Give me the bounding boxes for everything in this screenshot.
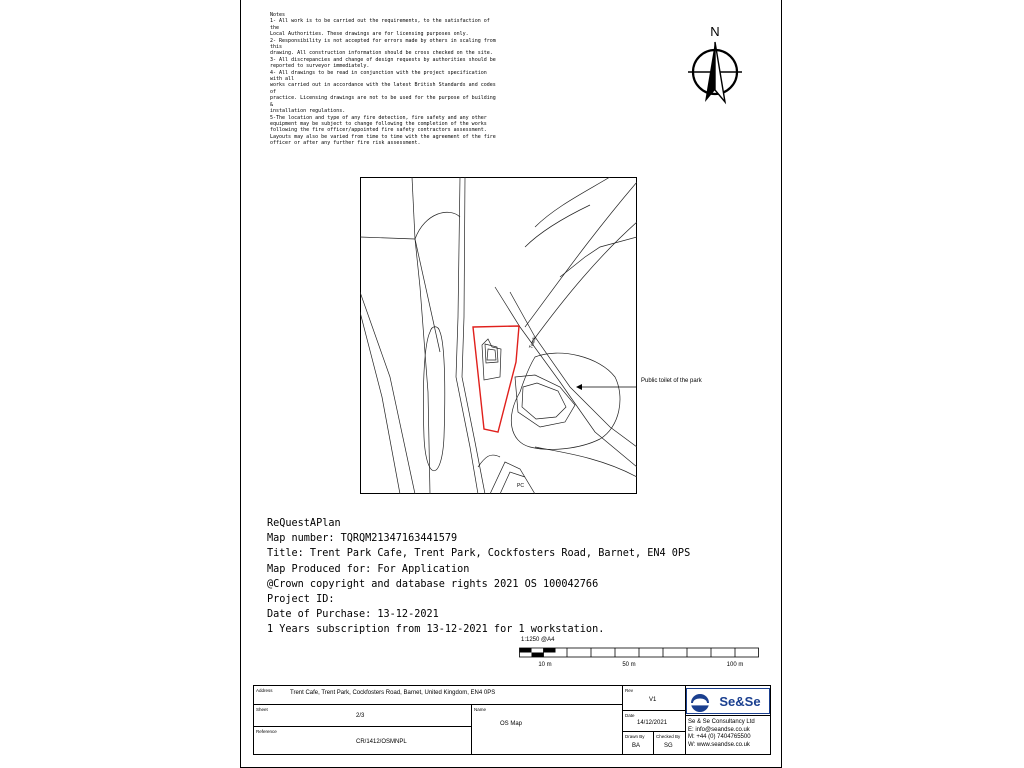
reference-cell	[254, 727, 472, 754]
info-title: Title: Trent Park Cafe, Trent Park, Cockfosters Road, Barnet, EN4 0PS	[267, 548, 691, 560]
notes-line: installation regulations.	[270, 108, 346, 115]
notes-line: 1- All work is to be carried out the requirements, to the satisfaction of the	[270, 18, 493, 31]
notes-block	[270, 12, 500, 147]
company-phone: M: +44 (0) 7404765500	[688, 734, 751, 741]
sheet-cell	[254, 705, 472, 727]
scale-label: 1:1250 @A4	[521, 637, 555, 643]
rev-label: Rev	[625, 688, 634, 693]
sheet-value: 2/3	[356, 713, 365, 719]
site-map	[360, 177, 637, 494]
notes-line: officer or after any further fire risk assessment.	[270, 140, 421, 147]
map-info-block	[267, 516, 690, 638]
checked-by-label: Checked By	[656, 734, 681, 739]
company-web: W: www.seandse.co.uk	[688, 741, 750, 748]
name-cell	[472, 705, 623, 754]
checked-by-cell	[654, 732, 686, 754]
notes-line: 5-The location and type of any fire detection, fire safety and any other	[270, 114, 487, 121]
notes-line: following the fire officer/appointed fire safety contractors assessment.	[270, 127, 487, 134]
north-label: N	[710, 24, 720, 39]
north-arrow-icon	[684, 20, 742, 110]
notes-line: 4- All drawings to be read in conjunction with the project specification with all	[270, 69, 490, 83]
info-produced-for: Map Produced for: For Application	[267, 563, 470, 575]
info-brand: ReQuestAPlan	[267, 518, 341, 529]
pc-label: PC	[517, 483, 524, 489]
date-label: Date	[625, 713, 635, 718]
address-label: Address	[256, 688, 273, 693]
info-subscription: 1 Years subscription from 13-12-2021 for 1 workstation.	[267, 624, 605, 636]
notes-line: reported to surveyor immediately.	[270, 63, 370, 70]
rev-value: V1	[649, 697, 657, 703]
address-cell	[254, 686, 623, 705]
sheet-label: Sheet	[256, 707, 268, 712]
rev-cell	[623, 686, 686, 711]
track-label: Track	[528, 336, 539, 350]
name-value: OS Map	[500, 721, 523, 727]
drawn-by-value: BA	[632, 743, 641, 749]
reference-label: Reference	[256, 729, 277, 734]
info-copyright: @Crown copyright and database rights 2021 OS 100042766	[267, 578, 599, 590]
company-details	[688, 719, 755, 749]
callout-public-toilet: Public toilet of the park	[641, 378, 702, 384]
scale-bar	[519, 636, 759, 670]
notes-line: practice. Licensing drawings are not to be used for the purpose of building &	[270, 95, 499, 108]
info-map-number: Map number: TQRQM21347163441579	[267, 533, 458, 545]
company-name: Se & Se Consultancy Ltd	[688, 719, 755, 725]
scale-tick-10m: 10 m	[538, 662, 552, 668]
scale-tick-50m: 50 m	[622, 662, 636, 668]
scale-tick-100m: 100 m	[726, 662, 744, 668]
notes-line: 2- Responsibility is not accepted for errors made by others in scaling from this	[270, 37, 499, 51]
notes-line: equipment may be subject to change following the completion of the works	[270, 120, 487, 127]
name-label: Name	[474, 707, 487, 712]
drawn-by-label: Drawn By	[625, 734, 645, 739]
company-logo	[686, 688, 770, 714]
notes-line: works carried out in accordance with the latest British Standards and codes of	[270, 82, 499, 95]
reference-value: CR/1412/OSMNPL	[356, 739, 407, 745]
address-value: Trent Cafe, Trent Park, Cockfosters Road, Barnet, United Kingdom, EN4 0PS	[290, 690, 496, 696]
notes-line: Local Authorities. These drawings are for licensing purposes only.	[270, 31, 469, 38]
notes-line: 3- All discrepancies and change of design requests by authorities should be	[270, 56, 496, 63]
date-value: 14/12/2021	[637, 720, 668, 726]
logo-text: Se&Se	[719, 694, 761, 709]
company-email: E: info@seandse.co.uk	[688, 726, 750, 733]
notes-line: drawing. All construction information should be cross checked on the site.	[270, 50, 493, 57]
info-date-of-purchase: Date of Purchase: 13-12-2021	[267, 609, 439, 621]
notes-title: Notes	[270, 12, 286, 18]
company-divider	[686, 715, 770, 716]
checked-by-value: SG	[664, 743, 673, 749]
info-project-id: Project ID:	[267, 594, 335, 606]
date-cell	[623, 711, 686, 732]
notes-line: Layouts may also be varied from time to time with the agreement of the fire	[270, 133, 496, 140]
drawn-by-cell	[623, 732, 654, 754]
